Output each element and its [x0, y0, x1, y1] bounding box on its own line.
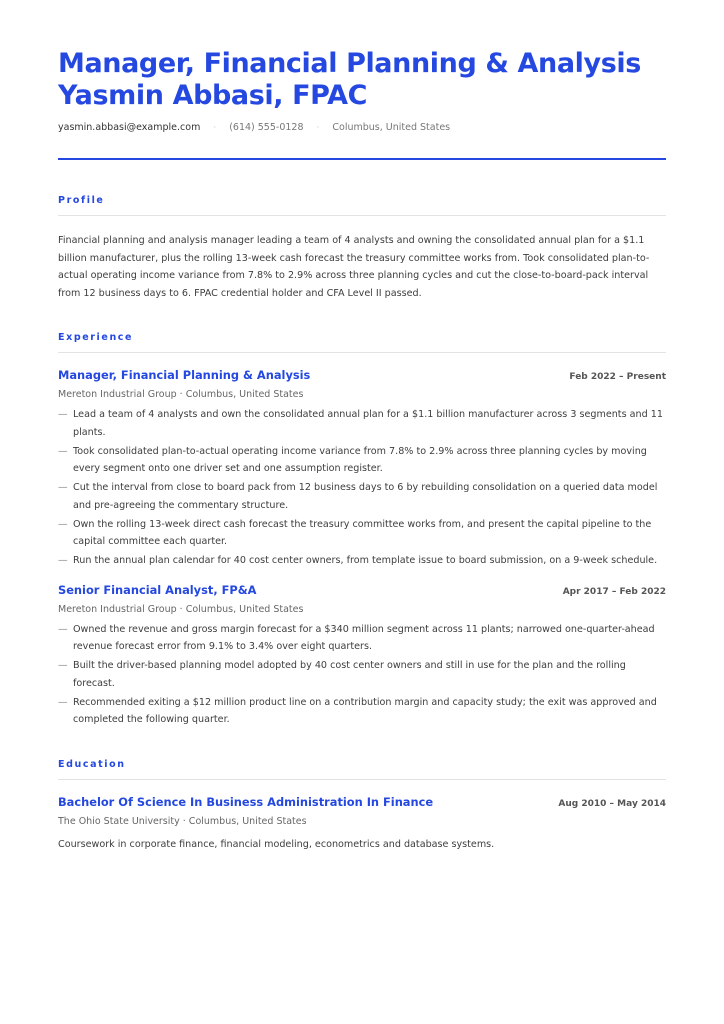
bullet-text: Own the rolling 13-week direct cash forecast the treasury committee works from, and present the capital pipeline to the capital committee each quarter. [73, 518, 652, 547]
dash-marker: — [58, 696, 68, 708]
job-dates: Apr 2017 – Feb 2022 [562, 586, 666, 597]
job-title: Manager, Financial Planning & Analysis [58, 368, 311, 382]
bullet-text: Recommended exiting a $12 million product line on a contribution margin and capacity study; the exit was approved and completed the following quarter. [73, 696, 657, 725]
education-section [58, 759, 666, 853]
section-heading-education: Education [58, 758, 126, 770]
section-divider [58, 352, 666, 353]
job-entry [58, 368, 666, 570]
location: Columbus, United States [332, 122, 451, 133]
education-dates: Aug 2010 – May 2014 [558, 798, 666, 809]
job-bullets [58, 621, 666, 729]
education-header [58, 795, 666, 809]
job-header [58, 583, 666, 597]
bullet-text: Took consolidated plan-to-actual operating income variance from 7.8% to 2.9% across three planning cycles by moving every segment onto one driver set and one assumption register. [73, 445, 647, 474]
dash-marker: — [58, 409, 68, 420]
bullet-text: Cut the interval from close to board pack from 12 business days to 6 by rebuilding consolidation on a queried data model and pre-agreeing the commentary structure. [73, 482, 658, 511]
job-title: Senior Financial Analyst, FP&A [58, 582, 257, 597]
education-description: Coursework in corporate finance, financial modeling, econometrics and database systems. [58, 838, 495, 850]
profile-summary: Financial planning and analysis manager leading a team of 4 analysts and owning the consolidated annual plan for a $1.1 billion manufacturer, plus the rolling 13-week cash forecast the treasury committee works from. Took consolidated plan-to-actual operating income variance from 7.8% to 2.9% across three planning cycles and cut the close-to-board-pack interval from 12 business days to 6. FPAC credential holder and CFA Level II passed. [58, 235, 650, 299]
list-item [58, 552, 666, 570]
section-divider [58, 215, 666, 216]
bullet-text: Owned the revenue and gross margin forecast for a $340 million segment across 11 plants; narrowed one-quarter-ahead revenue forecast error from 9.1% to 3.4% over eight quarters. [73, 623, 655, 652]
job-header [58, 368, 666, 382]
contact-line [58, 122, 666, 133]
section-divider [58, 779, 666, 780]
contact-separator: · [316, 122, 320, 133]
section-heading-profile: Profile [58, 195, 105, 206]
dash-marker: — [58, 660, 68, 671]
degree-title: Bachelor Of Science In Business Administration In Finance [58, 794, 434, 809]
contact-separator: · [213, 122, 217, 133]
resume-headline [58, 48, 666, 112]
dash-marker: — [58, 518, 68, 530]
job-title-heading: Manager, Financial Planning & Analysis [58, 48, 641, 79]
list-item [58, 443, 666, 478]
header-divider [58, 158, 666, 160]
profile-section [58, 195, 666, 302]
job-bullets [58, 406, 666, 570]
job-company: Mereton Industrial Group · Columbus, United States [58, 603, 304, 615]
bullet-text: Lead a team of 4 analysts and own the consolidated annual plan for a $1.1 billion manufacturer across 3 segments and 11 plants. [73, 409, 663, 438]
list-item [58, 657, 666, 692]
dash-marker: — [58, 482, 68, 493]
email-link[interactable]: yasmin.abbasi@example.com [58, 122, 201, 133]
list-item [58, 516, 666, 551]
job-company: Mereton Industrial Group · Columbus, United States [58, 389, 304, 400]
bullet-text: Run the annual plan calendar for 40 cost center owners, from template issue to board submission, on a 9-week schedule. [73, 555, 658, 566]
candidate-name: Yasmin Abbasi, FPAC [58, 80, 367, 111]
education-entry [58, 795, 666, 853]
list-item [58, 406, 666, 441]
list-item [58, 694, 666, 729]
section-heading-experience: Experience [58, 332, 134, 343]
job-dates: Feb 2022 – Present [569, 372, 666, 382]
list-item [58, 621, 666, 656]
dash-marker: — [58, 445, 68, 457]
list-item [58, 479, 666, 514]
dash-marker: — [58, 623, 68, 635]
dash-marker: — [58, 555, 68, 566]
job-entry [58, 583, 666, 729]
school-name: The Ohio State University · Columbus, United States [58, 815, 307, 827]
bullet-text: Built the driver-based planning model adopted by 40 cost center owners and still in use for the plan and the rolling forecast. [73, 660, 626, 689]
resume-page [58, 48, 666, 853]
phone-number: (614) 555-0128 [229, 122, 304, 133]
experience-section [58, 332, 666, 729]
